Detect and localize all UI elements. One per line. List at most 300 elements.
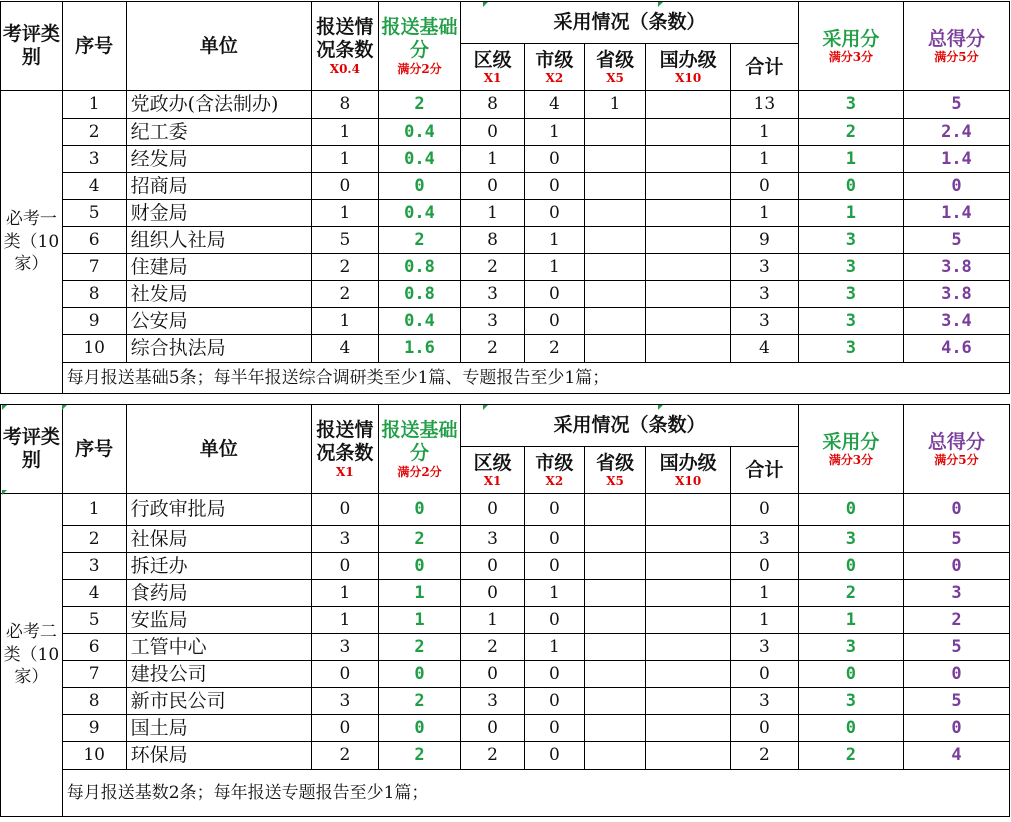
- total-cell[interactable]: 9: [730, 227, 798, 254]
- city-cell[interactable]: 0: [525, 494, 585, 526]
- district-cell[interactable]: 0: [461, 173, 525, 200]
- table-row: [1, 281, 1010, 308]
- adoption-score-cell[interactable]: 3: [798, 634, 903, 661]
- city-cell[interactable]: 0: [525, 607, 585, 634]
- report-count-cell[interactable]: 0: [311, 661, 378, 688]
- unit-cell[interactable]: 环保局: [126, 742, 311, 770]
- index-cell[interactable]: 10: [62, 742, 126, 770]
- province-cell[interactable]: [584, 742, 646, 770]
- report-count-cell[interactable]: 5: [311, 227, 378, 254]
- header-final-score-label: 总得分: [927, 27, 985, 50]
- district-cell[interactable]: 1: [461, 146, 525, 173]
- adoption-score-cell[interactable]: 0: [798, 715, 903, 742]
- state-cell[interactable]: [646, 553, 730, 580]
- header-report-count-label: 报送情况条数: [316, 16, 374, 61]
- header-index-label: 序号: [75, 34, 114, 57]
- district-cell[interactable]: 0: [461, 580, 525, 607]
- base-score-cell[interactable]: 0.4: [378, 308, 460, 335]
- unit-cell[interactable]: 新市民公司: [126, 688, 311, 715]
- adoption-score-cell[interactable]: 3: [798, 688, 903, 715]
- adoption-score-cell[interactable]: 3: [798, 281, 903, 308]
- city-cell[interactable]: 1: [525, 254, 585, 281]
- header-total-label: 合计: [745, 55, 784, 78]
- report-count-cell[interactable]: 0: [311, 494, 378, 526]
- total-cell[interactable]: 3: [730, 308, 798, 335]
- unit-cell[interactable]: 财金局: [126, 200, 311, 227]
- report-count-cell[interactable]: 4: [311, 335, 378, 363]
- index-cell[interactable]: 7: [62, 254, 126, 281]
- header-final-score-label: 总得分: [927, 430, 985, 453]
- total-cell[interactable]: 0: [730, 553, 798, 580]
- table-row: [1, 580, 1010, 607]
- index-cell[interactable]: 10: [62, 335, 126, 363]
- header-adoption[interactable]: [461, 405, 799, 447]
- unit-cell[interactable]: 安监局: [126, 607, 311, 634]
- header-adoption-label: 采用情况（条数）: [553, 414, 706, 437]
- final-score-cell[interactable]: 3.4: [903, 308, 1009, 335]
- state-cell[interactable]: [646, 227, 730, 254]
- adoption-score-cell[interactable]: 3: [798, 335, 903, 363]
- report-count-cell[interactable]: 0: [311, 173, 378, 200]
- cell-comment-marker: [2, 490, 7, 495]
- adoption-score-cell[interactable]: 3: [798, 526, 903, 553]
- base-score-cell[interactable]: 0.8: [378, 254, 460, 281]
- state-cell[interactable]: [646, 742, 730, 770]
- adoption-score-cell[interactable]: 1: [798, 200, 903, 227]
- index-cell[interactable]: 2: [62, 119, 126, 146]
- state-cell[interactable]: [646, 607, 730, 634]
- district-cell[interactable]: 1: [461, 607, 525, 634]
- adoption-score-cell[interactable]: 1: [798, 607, 903, 634]
- index-cell[interactable]: 1: [62, 91, 126, 119]
- header-district[interactable]: [461, 447, 525, 494]
- report-count-cell[interactable]: 1: [311, 607, 378, 634]
- final-score-cell[interactable]: 3.8: [903, 281, 1009, 308]
- score-table-section-2: [0, 404, 1010, 817]
- base-score-cell[interactable]: 1.6: [378, 335, 460, 363]
- final-score-cell[interactable]: 0: [903, 715, 1009, 742]
- base-score-cell[interactable]: 0.4: [378, 146, 460, 173]
- header-report-count[interactable]: [311, 405, 378, 494]
- province-cell[interactable]: [584, 119, 646, 146]
- header-report-count-label: 报送情况条数: [316, 419, 374, 464]
- district-cell[interactable]: 0: [461, 661, 525, 688]
- index-cell[interactable]: 8: [62, 688, 126, 715]
- state-cell[interactable]: [646, 688, 730, 715]
- province-cell[interactable]: [584, 146, 646, 173]
- report-count-cell[interactable]: 3: [311, 634, 378, 661]
- table-row: [1, 335, 1010, 363]
- header-index[interactable]: [62, 2, 126, 91]
- city-cell[interactable]: 0: [525, 173, 585, 200]
- final-score-cell[interactable]: 5: [903, 634, 1009, 661]
- state-cell[interactable]: [646, 580, 730, 607]
- district-cell[interactable]: 3: [461, 281, 525, 308]
- report-count-cell[interactable]: 1: [311, 308, 378, 335]
- adoption-score-cell[interactable]: 3: [798, 254, 903, 281]
- report-count-cell[interactable]: 2: [311, 742, 378, 770]
- index-cell[interactable]: 6: [62, 227, 126, 254]
- table-row: [1, 91, 1010, 119]
- final-score-cell[interactable]: 0: [903, 553, 1009, 580]
- state-cell[interactable]: [646, 254, 730, 281]
- province-cell[interactable]: [584, 526, 646, 553]
- state-cell[interactable]: [646, 308, 730, 335]
- province-cell[interactable]: [584, 308, 646, 335]
- base-score-cell[interactable]: 2: [378, 688, 460, 715]
- state-cell[interactable]: [646, 335, 730, 363]
- header-base-score-note: 满分2分: [397, 464, 442, 479]
- table-row: [1, 494, 1010, 526]
- header-state[interactable]: [646, 44, 730, 91]
- final-score-cell[interactable]: 1.4: [903, 200, 1009, 227]
- district-cell[interactable]: 2: [461, 254, 525, 281]
- final-score-cell[interactable]: 5: [903, 91, 1009, 119]
- base-score-cell[interactable]: 0.4: [378, 119, 460, 146]
- base-score-cell[interactable]: 2: [378, 227, 460, 254]
- header-unit[interactable]: [126, 2, 311, 91]
- state-cell[interactable]: [646, 91, 730, 119]
- city-cell[interactable]: 1: [525, 634, 585, 661]
- state-cell[interactable]: [646, 634, 730, 661]
- base-score-cell[interactable]: 2: [378, 91, 460, 119]
- header-unit-label: 单位: [199, 437, 238, 460]
- district-cell[interactable]: 1: [461, 200, 525, 227]
- unit-cell[interactable]: 公安局: [126, 308, 311, 335]
- district-cell[interactable]: 8: [461, 91, 525, 119]
- city-cell[interactable]: 2: [525, 335, 585, 363]
- city-cell[interactable]: 0: [525, 742, 585, 770]
- state-cell[interactable]: [646, 281, 730, 308]
- table-row: [1, 146, 1010, 173]
- province-cell[interactable]: [584, 281, 646, 308]
- report-count-cell[interactable]: 2: [311, 254, 378, 281]
- state-cell[interactable]: [646, 146, 730, 173]
- province-cell[interactable]: [584, 607, 646, 634]
- header-total[interactable]: [730, 44, 798, 91]
- adoption-score-cell[interactable]: 0: [798, 494, 903, 526]
- district-cell[interactable]: 2: [461, 742, 525, 770]
- base-score-cell[interactable]: 0.4: [378, 200, 460, 227]
- index-cell[interactable]: 7: [62, 661, 126, 688]
- total-cell[interactable]: 0: [730, 494, 798, 526]
- report-count-cell[interactable]: 3: [311, 526, 378, 553]
- category-cell[interactable]: 必考一类（10家）: [1, 91, 63, 394]
- total-cell[interactable]: 3: [730, 281, 798, 308]
- base-score-cell[interactable]: 0: [378, 553, 460, 580]
- header-base-score-note: 满分2分: [397, 61, 442, 76]
- city-cell[interactable]: 0: [525, 526, 585, 553]
- base-score-cell[interactable]: 0.8: [378, 281, 460, 308]
- unit-cell[interactable]: 经发局: [126, 146, 311, 173]
- final-score-cell[interactable]: 2: [903, 607, 1009, 634]
- header-state-note: X10: [675, 71, 702, 86]
- report-count-cell[interactable]: 8: [311, 91, 378, 119]
- header-final-score[interactable]: [903, 2, 1009, 91]
- province-cell[interactable]: [584, 254, 646, 281]
- adoption-score-cell[interactable]: 0: [798, 661, 903, 688]
- table-row: [1, 607, 1010, 634]
- city-cell[interactable]: 0: [525, 661, 585, 688]
- district-cell[interactable]: 2: [461, 335, 525, 363]
- index-cell[interactable]: 5: [62, 200, 126, 227]
- base-score-cell[interactable]: 0: [378, 173, 460, 200]
- header-index[interactable]: [62, 405, 126, 494]
- unit-cell[interactable]: 纪工委: [126, 119, 311, 146]
- unit-cell[interactable]: 工管中心: [126, 634, 311, 661]
- final-score-cell[interactable]: 5: [903, 227, 1009, 254]
- province-cell[interactable]: [584, 661, 646, 688]
- header-unit[interactable]: [126, 405, 311, 494]
- state-cell[interactable]: [646, 494, 730, 526]
- header-district-note: X1: [483, 474, 502, 489]
- index-cell[interactable]: 4: [62, 580, 126, 607]
- district-cell[interactable]: 0: [461, 494, 525, 526]
- city-cell[interactable]: 0: [525, 200, 585, 227]
- province-cell[interactable]: [584, 634, 646, 661]
- header-state-label: 国办级: [659, 48, 717, 71]
- province-cell[interactable]: [584, 173, 646, 200]
- note-cell[interactable]: 每月报送基础5条；每半年报送综合调研类至少1篇、专题报告至少1篇；: [62, 363, 1009, 394]
- header-final-score-note: 满分5分: [934, 50, 979, 65]
- district-cell[interactable]: 3: [461, 526, 525, 553]
- unit-cell[interactable]: 拆迁办: [126, 553, 311, 580]
- adoption-score-cell[interactable]: 2: [798, 580, 903, 607]
- base-score-cell[interactable]: 0: [378, 661, 460, 688]
- cell-comment-marker: [658, 405, 663, 410]
- table-row: [1, 688, 1010, 715]
- header-category[interactable]: [1, 405, 63, 494]
- index-cell[interactable]: 6: [62, 634, 126, 661]
- report-count-cell[interactable]: 1: [311, 119, 378, 146]
- report-count-cell[interactable]: 2: [311, 281, 378, 308]
- report-count-cell[interactable]: 0: [311, 553, 378, 580]
- adoption-score-cell[interactable]: 3: [798, 308, 903, 335]
- header-index-label: 序号: [75, 437, 114, 460]
- district-cell[interactable]: 3: [461, 308, 525, 335]
- report-count-cell[interactable]: 1: [311, 200, 378, 227]
- unit-cell[interactable]: 行政审批局: [126, 494, 311, 526]
- total-cell[interactable]: 3: [730, 634, 798, 661]
- header-district-note: X1: [483, 71, 502, 86]
- district-cell[interactable]: 8: [461, 227, 525, 254]
- district-cell[interactable]: 0: [461, 553, 525, 580]
- header-total[interactable]: [730, 447, 798, 494]
- province-cell[interactable]: [584, 335, 646, 363]
- province-cell[interactable]: [584, 553, 646, 580]
- header-adoption-score-note: 满分3分: [828, 453, 874, 468]
- header-province[interactable]: [584, 447, 646, 494]
- header-adoption-score[interactable]: [798, 405, 903, 494]
- city-cell[interactable]: 0: [525, 281, 585, 308]
- report-count-cell[interactable]: 0: [311, 715, 378, 742]
- final-score-cell[interactable]: 4: [903, 742, 1009, 770]
- header-unit-label: 单位: [199, 34, 238, 57]
- base-score-cell[interactable]: 0: [378, 494, 460, 526]
- unit-cell[interactable]: 建投公司: [126, 661, 311, 688]
- cell-comment-marker: [483, 2, 488, 7]
- table-row: [1, 742, 1010, 770]
- adoption-score-cell[interactable]: 1: [798, 146, 903, 173]
- index-cell[interactable]: 9: [62, 715, 126, 742]
- header-adoption[interactable]: [461, 2, 799, 44]
- final-score-cell[interactable]: 1.4: [903, 146, 1009, 173]
- header-base-score[interactable]: [378, 405, 460, 494]
- final-score-cell[interactable]: 3: [903, 580, 1009, 607]
- province-cell[interactable]: [584, 580, 646, 607]
- final-score-cell[interactable]: 5: [903, 688, 1009, 715]
- city-cell[interactable]: 0: [525, 688, 585, 715]
- district-cell[interactable]: 0: [461, 119, 525, 146]
- unit-cell[interactable]: 国土局: [126, 715, 311, 742]
- header-category-label: 考评类别: [2, 426, 60, 471]
- index-cell[interactable]: 5: [62, 607, 126, 634]
- province-cell[interactable]: [584, 200, 646, 227]
- adoption-score-cell[interactable]: 3: [798, 91, 903, 119]
- total-cell[interactable]: 1: [730, 119, 798, 146]
- header-city-label: 市级: [535, 451, 574, 474]
- unit-cell[interactable]: 社发局: [126, 281, 311, 308]
- adoption-score-cell[interactable]: 0: [798, 553, 903, 580]
- header-state[interactable]: [646, 447, 730, 494]
- header-category[interactable]: [1, 2, 63, 91]
- header-adoption-score-label: 采用分: [822, 430, 880, 453]
- final-score-cell[interactable]: 5: [903, 526, 1009, 553]
- final-score-cell[interactable]: 4.6: [903, 335, 1009, 363]
- city-cell[interactable]: 4: [525, 91, 585, 119]
- report-count-cell[interactable]: 3: [311, 688, 378, 715]
- unit-cell[interactable]: 住建局: [126, 254, 311, 281]
- final-score-cell[interactable]: 0: [903, 661, 1009, 688]
- adoption-score-cell[interactable]: 2: [798, 119, 903, 146]
- city-cell[interactable]: 0: [525, 715, 585, 742]
- index-cell[interactable]: 3: [62, 146, 126, 173]
- base-score-cell[interactable]: 1: [378, 607, 460, 634]
- province-cell[interactable]: 1: [584, 91, 646, 119]
- unit-cell[interactable]: 食药局: [126, 580, 311, 607]
- adoption-score-cell[interactable]: 2: [798, 742, 903, 770]
- total-cell[interactable]: 1: [730, 580, 798, 607]
- header-province-note: X5: [606, 71, 624, 86]
- district-cell[interactable]: 3: [461, 688, 525, 715]
- note-row: [1, 363, 1010, 394]
- final-score-cell[interactable]: 3.8: [903, 254, 1009, 281]
- total-cell[interactable]: 2: [730, 742, 798, 770]
- city-cell[interactable]: 0: [525, 553, 585, 580]
- header-city-label: 市级: [535, 48, 574, 71]
- base-score-cell[interactable]: 1: [378, 580, 460, 607]
- table-row: [1, 227, 1010, 254]
- header-final-score-note: 满分5分: [934, 453, 979, 468]
- index-cell[interactable]: 1: [62, 494, 126, 526]
- total-cell[interactable]: 1: [730, 607, 798, 634]
- index-cell[interactable]: 4: [62, 173, 126, 200]
- total-cell[interactable]: 4: [730, 335, 798, 363]
- base-score-cell[interactable]: 2: [378, 634, 460, 661]
- city-cell[interactable]: 0: [525, 146, 585, 173]
- note-row: [1, 770, 1010, 817]
- total-cell[interactable]: 0: [730, 173, 798, 200]
- header-district-label: 区级: [473, 48, 512, 71]
- header-city[interactable]: [525, 44, 585, 91]
- report-count-cell[interactable]: 1: [311, 580, 378, 607]
- final-score-cell[interactable]: 0: [903, 173, 1009, 200]
- city-cell[interactable]: 1: [525, 227, 585, 254]
- base-score-cell[interactable]: 0: [378, 715, 460, 742]
- total-cell[interactable]: 1: [730, 146, 798, 173]
- index-cell[interactable]: 9: [62, 308, 126, 335]
- index-cell[interactable]: 2: [62, 526, 126, 553]
- state-cell[interactable]: [646, 526, 730, 553]
- unit-cell[interactable]: 社保局: [126, 526, 311, 553]
- state-cell[interactable]: [646, 119, 730, 146]
- unit-cell[interactable]: 党政办(含法制办): [126, 91, 311, 119]
- final-score-cell[interactable]: 0: [903, 494, 1009, 526]
- unit-cell[interactable]: 综合执法局: [126, 335, 311, 363]
- total-cell[interactable]: 3: [730, 254, 798, 281]
- cell-comment-marker: [483, 405, 488, 410]
- province-cell[interactable]: [584, 227, 646, 254]
- total-cell[interactable]: 0: [730, 715, 798, 742]
- header-adoption-score-note: 满分3分: [828, 50, 874, 65]
- index-cell[interactable]: 8: [62, 281, 126, 308]
- header-state-label: 国办级: [659, 451, 717, 474]
- province-cell[interactable]: [584, 715, 646, 742]
- city-cell[interactable]: 1: [525, 119, 585, 146]
- report-count-cell[interactable]: 1: [311, 146, 378, 173]
- header-final-score[interactable]: [903, 405, 1009, 494]
- district-cell[interactable]: 0: [461, 715, 525, 742]
- state-cell[interactable]: [646, 661, 730, 688]
- state-cell[interactable]: [646, 715, 730, 742]
- header-base-score[interactable]: [378, 2, 460, 91]
- city-cell[interactable]: 1: [525, 580, 585, 607]
- province-cell[interactable]: [584, 494, 646, 526]
- category-cell[interactable]: 必考二类（10家）: [1, 494, 63, 817]
- city-cell[interactable]: 0: [525, 308, 585, 335]
- total-cell[interactable]: 3: [730, 688, 798, 715]
- table-row: [1, 634, 1010, 661]
- header-city-note: X2: [545, 71, 564, 86]
- header-province[interactable]: [584, 44, 646, 91]
- base-score-cell[interactable]: 2: [378, 526, 460, 553]
- cell-comment-marker: [2, 405, 7, 410]
- district-cell[interactable]: 2: [461, 634, 525, 661]
- state-cell[interactable]: [646, 200, 730, 227]
- state-cell[interactable]: [646, 173, 730, 200]
- final-score-cell[interactable]: 2.4: [903, 119, 1009, 146]
- index-cell[interactable]: 3: [62, 553, 126, 580]
- total-cell[interactable]: 1: [730, 200, 798, 227]
- total-cell[interactable]: 3: [730, 526, 798, 553]
- unit-cell[interactable]: 招商局: [126, 173, 311, 200]
- header-adoption-score[interactable]: [798, 2, 903, 91]
- adoption-score-cell[interactable]: 0: [798, 173, 903, 200]
- header-city[interactable]: [525, 447, 585, 494]
- table-row: [1, 715, 1010, 742]
- unit-cell[interactable]: 组织人社局: [126, 227, 311, 254]
- province-cell[interactable]: [584, 688, 646, 715]
- total-cell[interactable]: 13: [730, 91, 798, 119]
- header-report-count[interactable]: [311, 2, 378, 91]
- note-cell[interactable]: 每月报送基数2条；每年报送专题报告至少1篇；: [62, 770, 1009, 817]
- base-score-cell[interactable]: 2: [378, 742, 460, 770]
- header-report-count-note: X1: [336, 464, 354, 479]
- header-district[interactable]: [461, 44, 525, 91]
- adoption-score-cell[interactable]: 3: [798, 227, 903, 254]
- total-cell[interactable]: 0: [730, 661, 798, 688]
- header-report-count-note: X0.4: [329, 61, 360, 76]
